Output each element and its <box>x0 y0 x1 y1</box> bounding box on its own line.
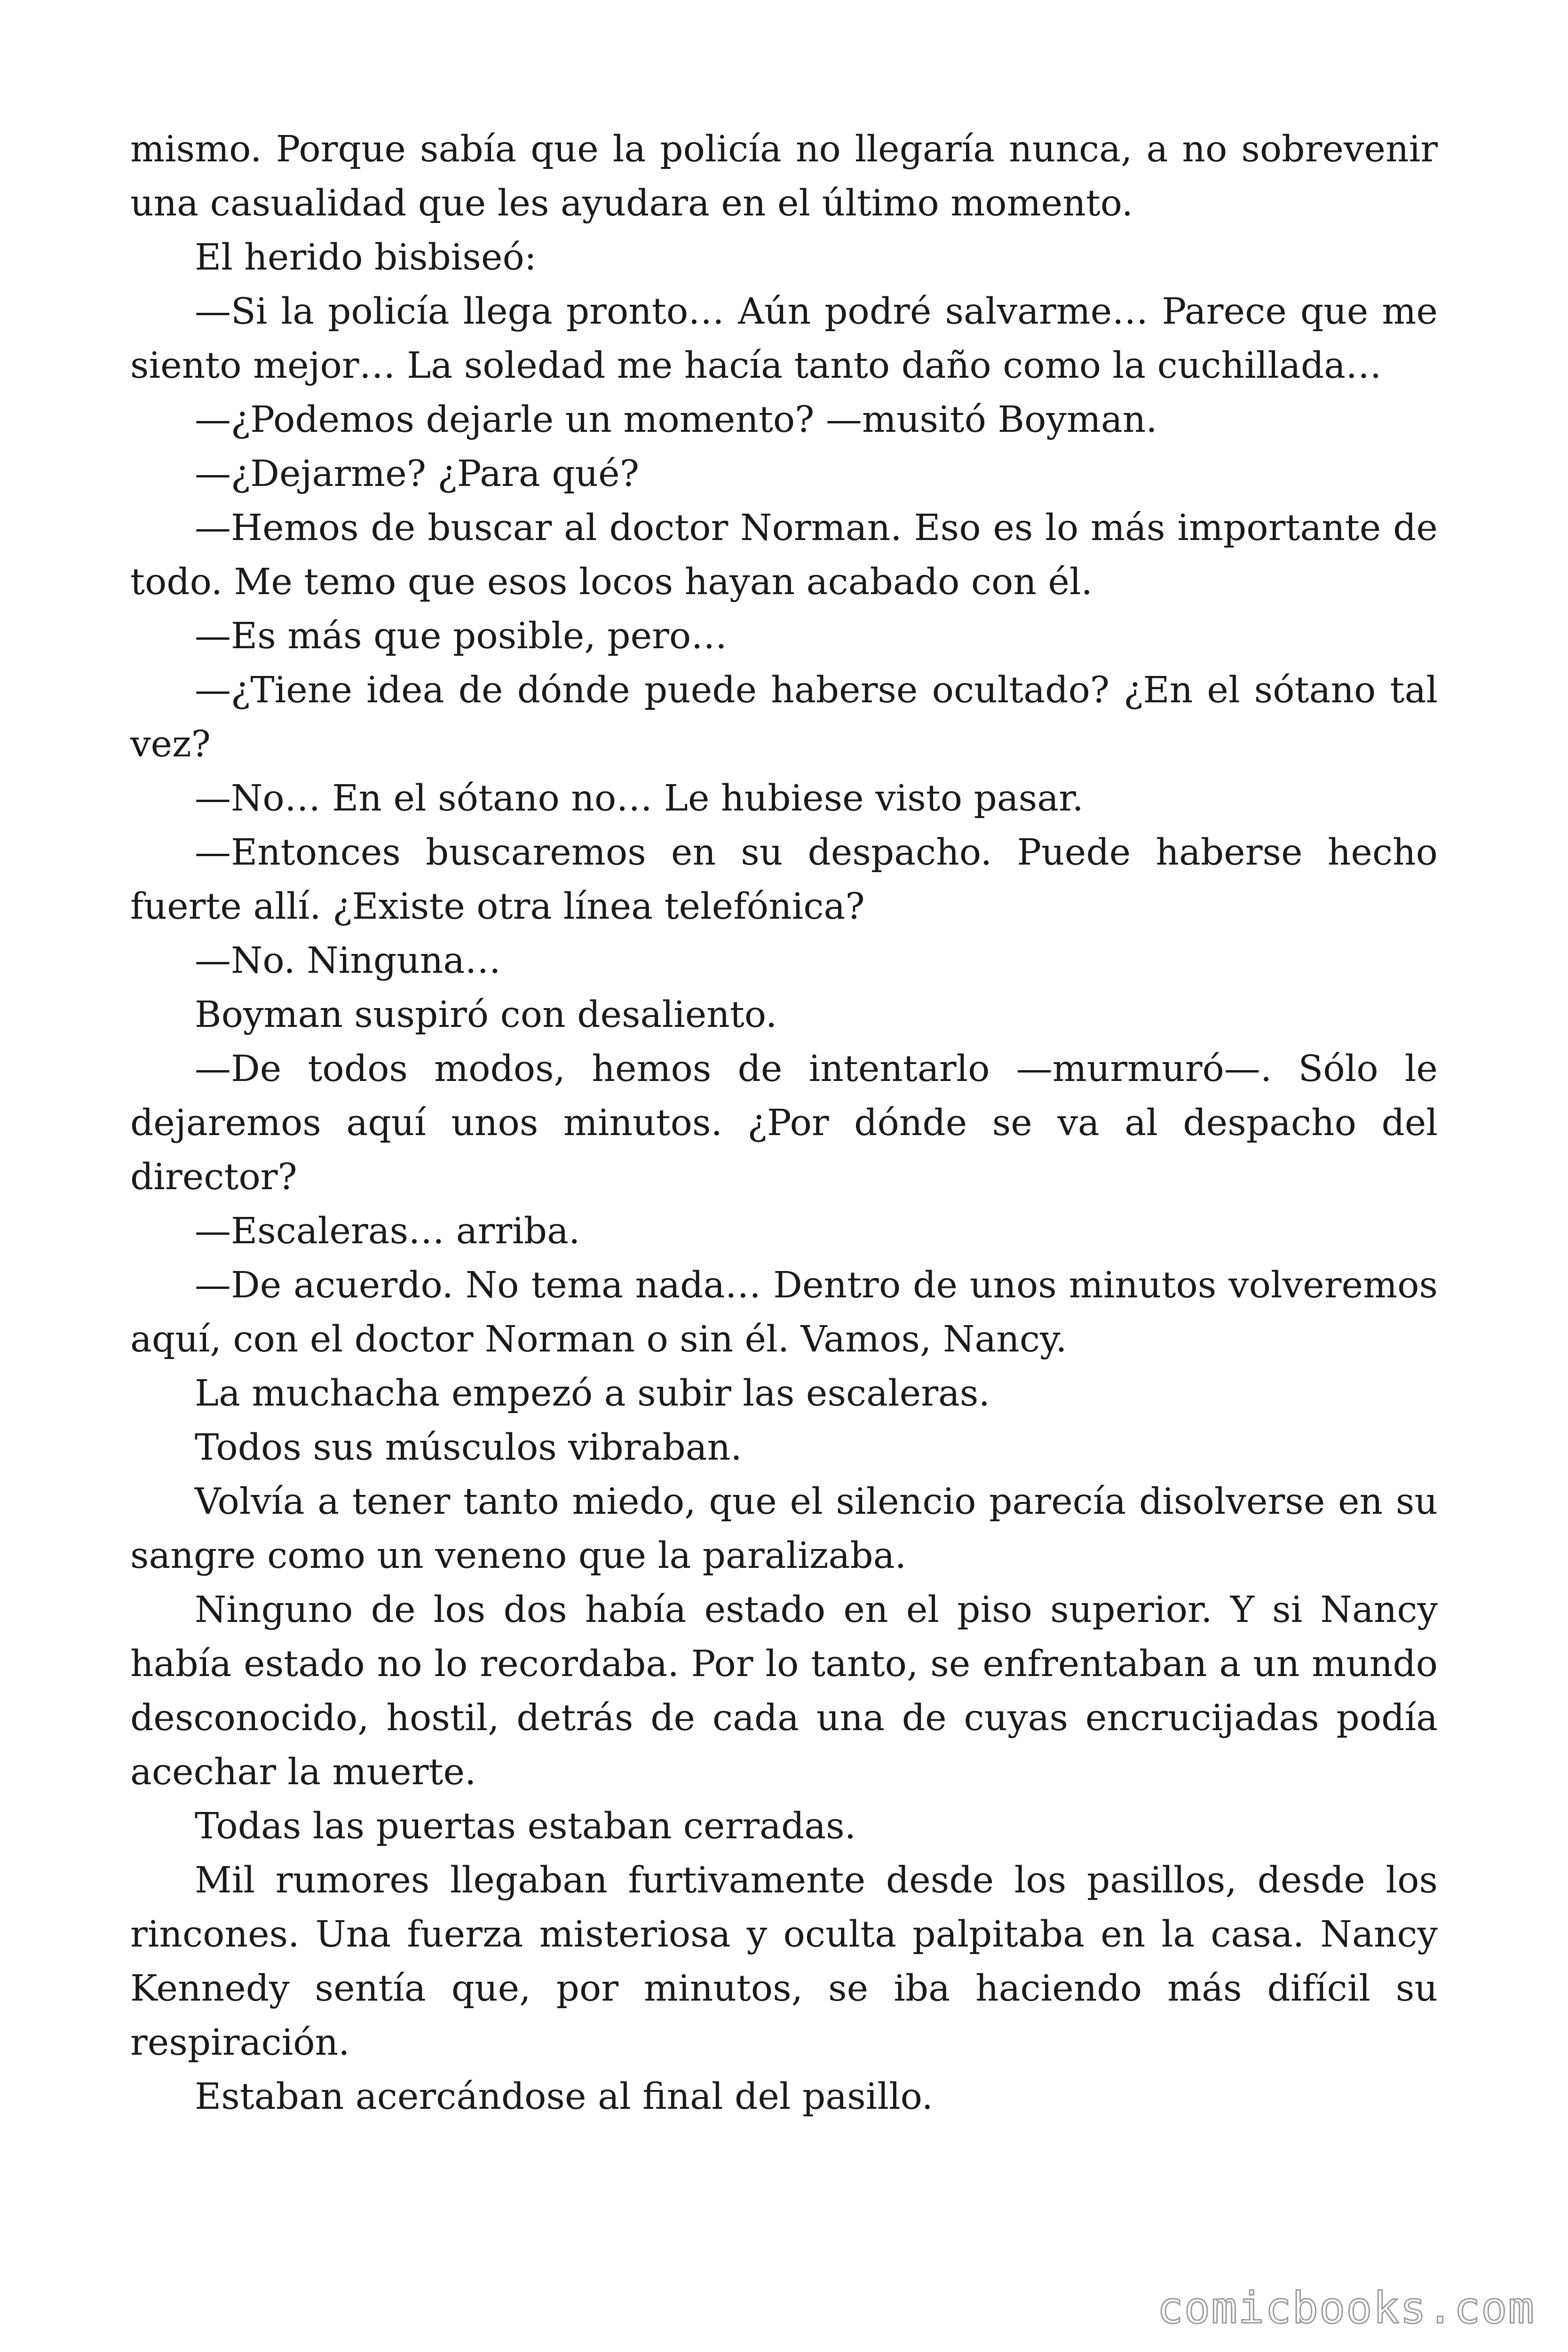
paragraph: —De todos modos, hemos de intentarlo —murmuró—. Sólo le dejaremos aquí unos minutos. ¿Por dónde se va al despacho del director? <box>130 1048 1438 1198</box>
paragraph: Ninguno de los dos había estado en el piso superior. Y si Nancy había estado no lo recordaba. Por lo tanto, se enfrentaban a un mundo desconocido, hostil, detrás de cada una de cuyas encrucijadas podía acechar la muerte. <box>130 1589 1438 1793</box>
paragraph: —¿Podemos dejarle un momento? —musitó Boyman. <box>195 399 1157 441</box>
paragraph: El herido bisbiseó: <box>195 237 537 278</box>
paragraph: Estaban acercándose al final del pasillo. <box>195 2076 934 2118</box>
paragraph: —Entonces buscaremos en su despacho. Puede haberse hecho fuerte allí. ¿Existe otra línea telefónica? <box>130 832 1438 928</box>
paragraph: La muchacha empezó a subir las escaleras. <box>195 1373 990 1414</box>
paragraph: —Escaleras… arriba. <box>195 1210 580 1252</box>
paragraph: mismo. Porque sabía que la policía no llegaría nunca, a no sobrevenir una casualidad que les ayudara en el último momento. <box>130 128 1438 224</box>
paragraph: Todas las puertas estaban cerradas. <box>195 1805 856 1847</box>
paragraph: Todos sus músculos vibraban. <box>195 1427 742 1469</box>
page-body <box>130 122 1438 2124</box>
watermark: comicbooks.com <box>1157 2283 1535 2333</box>
paragraph: —Hemos de buscar al doctor Norman. Eso es lo más importante de todo. Me temo que esos locos hayan acabado con él. <box>130 507 1438 603</box>
paragraph: —¿Dejarme? ¿Para qué? <box>195 453 639 495</box>
paragraph: Volvía a tener tanto miedo, que el silencio parecía disolverse en su sangre como un veneno que la paralizaba. <box>130 1481 1438 1577</box>
paragraph: Boyman suspiró con desaliento. <box>195 994 777 1036</box>
paragraph: —Si la policía llega pronto… Aún podré salvarme… Parece que me siento mejor… La soledad me hacía tanto daño como la cuchillada… <box>130 291 1438 387</box>
paragraph: —No… En el sótano no… Le hubiese visto pasar. <box>195 778 1084 819</box>
paragraph: Mil rumores llegaban furtivamente desde los pasillos, desde los rincones. Una fuerza misteriosa y oculta palpitaba en la casa. Nancy Kennedy sentía que, por minutos, se iba haciendo más difícil su respiración. <box>130 1859 1438 2064</box>
paragraph: —No. Ninguna… <box>195 940 501 982</box>
paragraph: —De acuerdo. No tema nada… Dentro de unos minutos volveremos aquí, con el doctor Norman o sin él. Vamos, Nancy. <box>130 1264 1438 1360</box>
paragraph: —Es más que posible, pero… <box>195 615 728 657</box>
paragraph: —¿Tiene idea de dónde puede haberse ocultado? ¿En el sótano tal vez? <box>130 669 1438 765</box>
